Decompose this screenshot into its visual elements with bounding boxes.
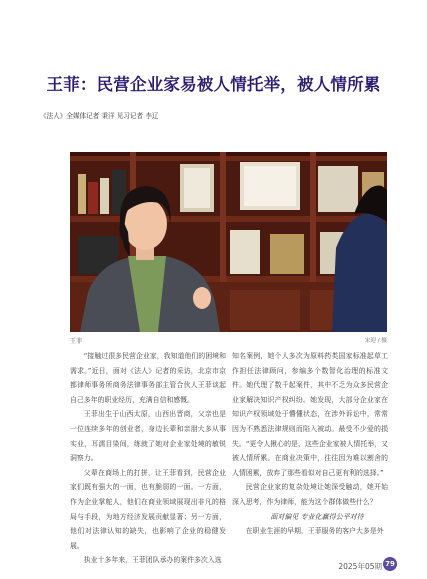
- photo-credit: 宋迎 / 摄: [364, 338, 387, 344]
- paragraph: 在职业生涯的早期，王菲服务的客户大多是外: [245, 527, 384, 536]
- page-number: 79: [383, 557, 397, 571]
- paragraph: 知名案例，她个人多次为原料药类国家标准起草工作担任法律顾问，参编多个数智化治理的标准文件。她代理了数千起案件，其中不乏为众多民营企业家解决知识产权纠纷。她发现，大部分企业家在知识产权领域处于懵懂状态，在涉外诉讼中，常常因为不熟悉法律规则而陷入被动。最受不少爱的损失。“更令人揪心的是，这些企业家被人情托举，又被人情所累。在商业决策中，往往因为难以割舍的人情困累，放弃了那些看似对自己更有利的选择。”: [232, 352, 388, 477]
- paragraph: 执业十多年来，王菲团队承办的案件多次入选: [83, 556, 222, 565]
- paragraph: “接触过很多民营企业家，我知道他们的困境和需求。”近日，面对《法人》记者的采访，北京市京都律师事务所商务法律事务部主管合伙人王菲谈起自己多年的职业经历，充满自信和感慨。: [70, 352, 226, 404]
- portrait-photo: [70, 152, 387, 332]
- photo-caption-name: 王菲: [70, 338, 83, 345]
- byline: 《法人》全媒体记者 秉洋 见习记者 李辽: [40, 112, 159, 120]
- section-subheading: 面对偏见 专业化赢得公平对待: [270, 512, 364, 521]
- paragraph: 父辈在商场上的打拼，让王菲看到，民营企业家们既有强大的一面，也有脆弱的一面。一方面，作为企业掌舵人，他们在商业领域展现出非凡的格局与手段，为地方经济发展贡献显著；另一方面，他们对法律认知的缺失，也影响了企业的稳健发展。: [70, 468, 226, 550]
- issue-label: 2025年05期: [338, 562, 382, 571]
- body-column-right: [232, 349, 388, 539]
- paragraph: 民营企业家的复杂处境让她深受触动，她开始深入思考，作为律师，能为这个群体做些什么？: [232, 483, 388, 506]
- body-column-left: [70, 349, 226, 568]
- article-title: 王菲：民营企业家易被人情托举，被人情所累: [46, 75, 381, 94]
- paragraph: 王菲出生于山西太原，山西出晋商，父亲也是一位连续多年的创业者，身边长辈和亲朋大多从事实业，耳濡目染间，练就了她对企业家处境的敏锐洞察力。: [70, 410, 226, 463]
- photo-illustration: [70, 152, 387, 332]
